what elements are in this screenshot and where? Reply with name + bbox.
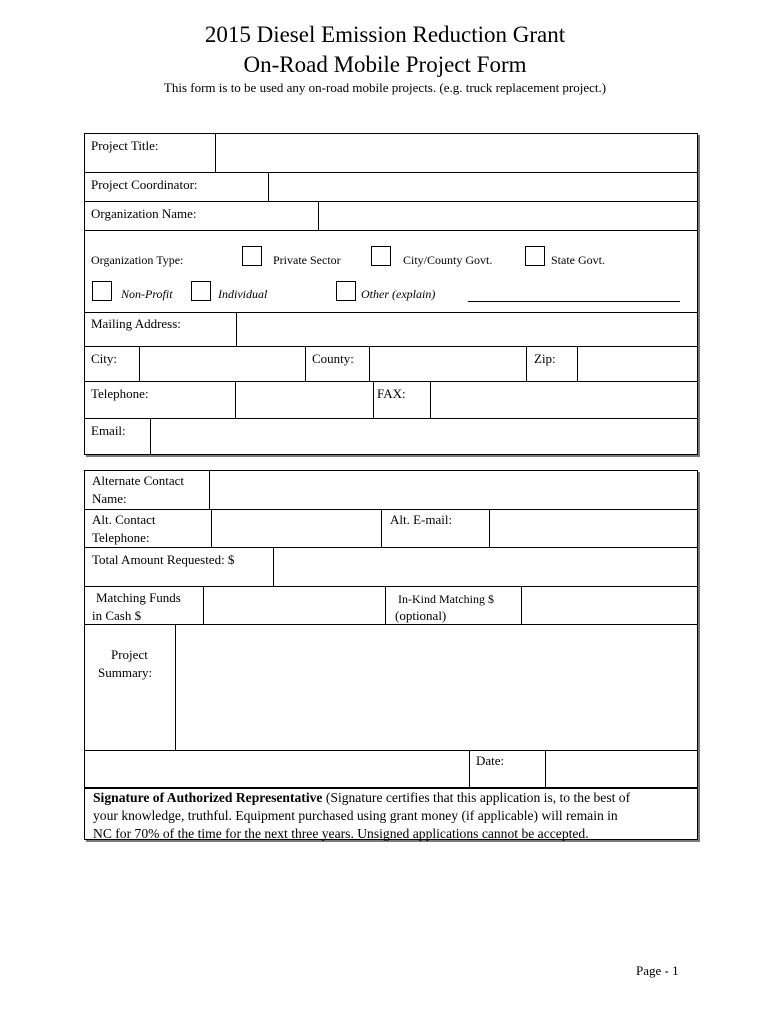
fax-label: FAX: <box>377 386 406 401</box>
individual-checkbox[interactable] <box>191 281 211 301</box>
city-county-label: City/County Govt. <box>403 253 493 267</box>
mailing-address-field[interactable] <box>237 313 697 346</box>
date-label: Date: <box>476 753 505 768</box>
project-coordinator-field[interactable] <box>269 173 697 201</box>
signature-text-1: (Signature certifies that this application is, to the best of <box>322 790 631 805</box>
in-kind-field[interactable] <box>522 587 697 624</box>
alt-email-label: Alt. E-mail: <box>390 512 453 527</box>
date-field[interactable] <box>546 751 697 787</box>
alt-contact-name-label-2: Name: <box>92 491 127 506</box>
project-summary-field[interactable] <box>176 625 697 750</box>
zip-field[interactable] <box>578 347 697 381</box>
telephone-field[interactable] <box>236 382 372 418</box>
email-label: Email: <box>91 423 126 438</box>
non-profit-checkbox[interactable] <box>92 281 112 301</box>
alt-contact-phone-label-1: Alt. Contact <box>92 512 156 527</box>
matching-cash-label-1: Matching Funds <box>96 590 181 605</box>
organization-name-label: Organization Name: <box>91 206 197 221</box>
project-title-label: Project Title: <box>91 138 159 153</box>
alt-contact-phone-row <box>85 509 697 547</box>
form-title-line2: On-Road Mobile Project Form <box>243 52 527 77</box>
organization-type-label: Organization Type: <box>91 253 184 267</box>
summary-label-2: Summary: <box>98 665 153 680</box>
other-label: Other (explain) <box>361 287 436 301</box>
signature-text-3: NC for 70% of the time for the next three years. Unsigned applications cannot be accepted. <box>93 826 589 841</box>
project-coordinator-row <box>85 172 697 201</box>
signature-statement <box>93 789 689 843</box>
individual-label: Individual <box>218 287 268 301</box>
page-number: Page - 1 <box>636 963 679 978</box>
city-county-zip-row <box>85 346 697 381</box>
state-govt-label: State Govt. <box>551 253 605 267</box>
project-title-row <box>85 134 697 172</box>
mailing-address-label: Mailing Address: <box>91 316 181 331</box>
city-label: City: <box>91 351 118 366</box>
organization-name-row <box>85 201 697 230</box>
email-row <box>85 418 697 454</box>
alt-email-field[interactable] <box>490 510 697 547</box>
alt-contact-phone-label-2: Telephone: <box>92 530 150 545</box>
in-kind-label-2: (optional) <box>395 608 447 623</box>
signature-text-2: your knowledge, truthful. Equipment purchased using grant money (if applicable) will remain in <box>93 808 618 823</box>
city-field[interactable] <box>140 347 304 381</box>
telephone-label: Telephone: <box>91 386 149 401</box>
signature-date-row <box>85 750 697 787</box>
form-title-line1: 2015 Diesel Emission Reduction Grant <box>204 22 566 47</box>
county-field[interactable] <box>370 347 525 381</box>
project-funding-section <box>84 470 698 840</box>
project-summary-row <box>85 624 697 750</box>
zip-label: Zip: <box>534 351 556 366</box>
private-sector-checkbox[interactable] <box>242 246 262 266</box>
organization-type-row <box>85 230 697 312</box>
in-kind-label-1: In-Kind Matching $ <box>398 592 494 606</box>
mailing-address-row <box>85 312 697 346</box>
private-sector-label: Private Sector <box>273 253 341 267</box>
signature-statement-row <box>85 787 697 841</box>
matching-cash-field[interactable] <box>204 587 384 624</box>
applicant-info-section <box>84 133 698 455</box>
summary-label-1: Project <box>111 647 148 662</box>
alt-contact-phone-field[interactable] <box>212 510 380 547</box>
city-county-checkbox[interactable] <box>371 246 391 266</box>
form-subtitle: This form is to be used any on-road mobile projects. (e.g. truck replacement project.) <box>163 80 607 95</box>
organization-name-field[interactable] <box>319 202 697 230</box>
project-coordinator-label: Project Coordinator: <box>91 177 198 192</box>
telephone-fax-row <box>85 381 697 418</box>
total-amount-row <box>85 547 697 586</box>
alt-contact-name-field[interactable] <box>210 471 697 509</box>
signature-field[interactable] <box>85 751 468 787</box>
state-govt-checkbox[interactable] <box>525 246 545 266</box>
email-field[interactable] <box>151 419 697 454</box>
alt-contact-name-label-1: Alternate Contact <box>92 473 185 488</box>
project-title-field[interactable] <box>216 134 697 172</box>
alt-contact-name-row <box>85 471 697 509</box>
other-explain-line[interactable] <box>468 301 680 302</box>
non-profit-label: Non-Profit <box>121 287 173 301</box>
signature-heading: Signature of Authorized Representative <box>93 790 323 805</box>
matching-cash-label-2: in Cash $ <box>92 608 142 623</box>
other-checkbox[interactable] <box>336 281 356 301</box>
fax-field[interactable] <box>431 382 697 418</box>
matching-funds-row <box>85 586 697 624</box>
total-amount-label: Total Amount Requested: $ <box>92 552 235 567</box>
county-label: County: <box>312 351 354 366</box>
total-amount-field[interactable] <box>274 548 697 586</box>
